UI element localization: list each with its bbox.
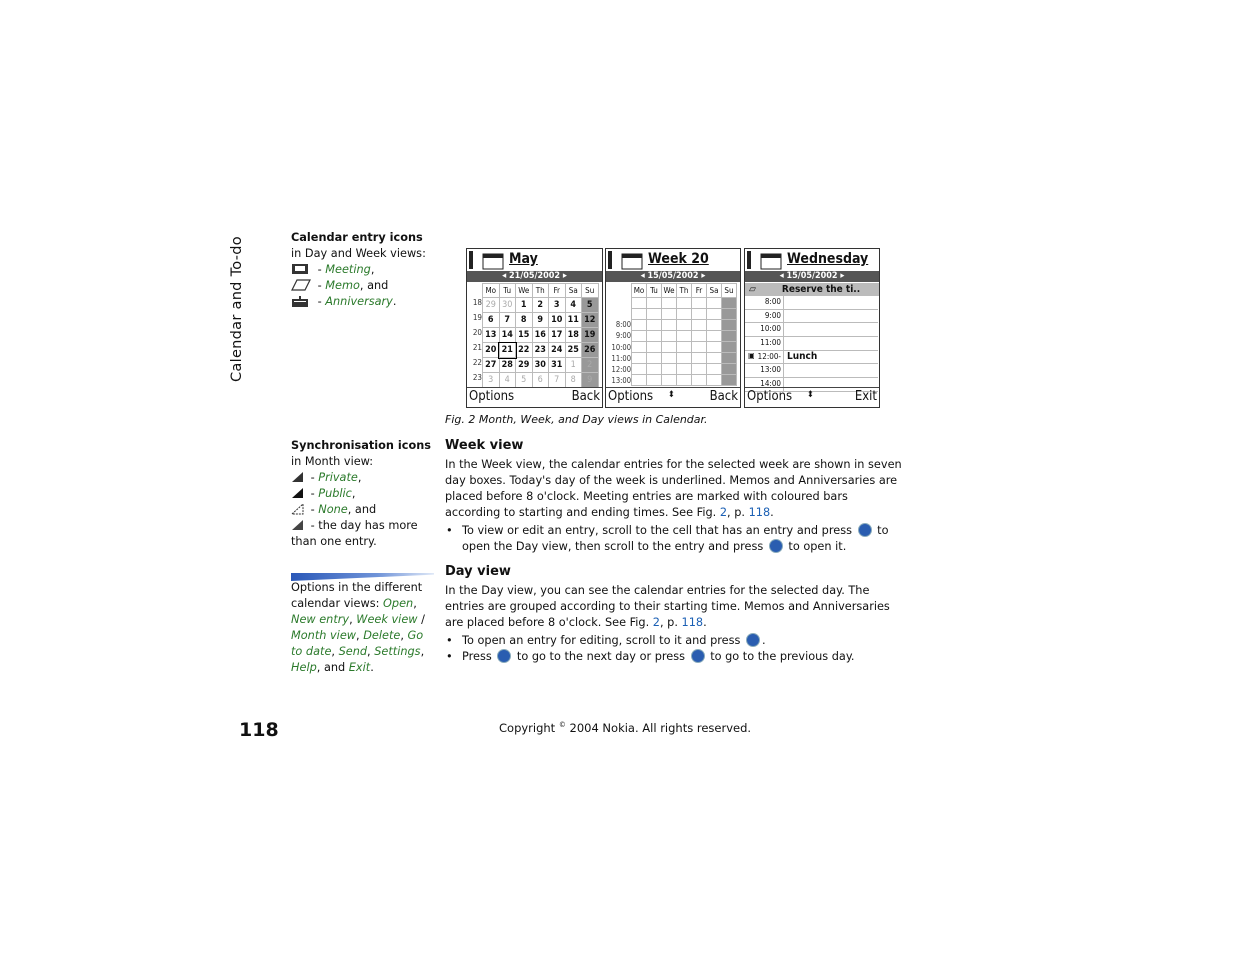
time-label: 9:00 (615, 331, 631, 341)
day-cell[interactable]: 6 (532, 373, 549, 388)
entry-icons-legend (291, 230, 431, 310)
memo-icon (291, 279, 311, 291)
week-cell[interactable] (677, 364, 692, 375)
week-cell[interactable] (677, 342, 692, 353)
week-cell[interactable] (692, 364, 707, 375)
time-label: 11:00 (611, 353, 631, 363)
week-cell[interactable] (707, 353, 722, 364)
week-number: 22 (472, 358, 482, 367)
day-cell[interactable]: 28 (499, 358, 516, 373)
day-cell[interactable]: 26 (582, 343, 599, 358)
back-softkey[interactable]: Back (709, 389, 738, 404)
meeting-label: Meeting (325, 263, 371, 276)
chapter-title: Calendar and To-do (229, 236, 245, 382)
page-link[interactable]: 118 (681, 616, 704, 629)
time-label: 13:00 (611, 376, 631, 386)
day-header: We (662, 284, 677, 298)
day-header: Su (722, 284, 737, 298)
day-cell[interactable]: 18 (565, 328, 582, 343)
copyright: Copyright © 2004 Nokia. All rights reserved. (499, 721, 752, 735)
legend-private: - Private, (291, 470, 431, 486)
private-label: Private (318, 471, 358, 484)
day-header: Tu (499, 284, 516, 298)
week-cell[interactable] (662, 342, 677, 353)
week-cell[interactable] (707, 298, 722, 309)
day-header: Tu (647, 284, 662, 298)
day-cell[interactable]: 25 (565, 343, 582, 358)
week-view-paragraph: In the Week view, the calendar entries for the selected week are shown in seven day boxes. Today's day of the week is underlined. Memos and Anniversaries are placed before 8 o'clock. Meeting entries are marked with coloured bars according to starting and ending times. See Fig. 2, p. 118. (445, 458, 902, 519)
day-header: Sa (707, 284, 722, 298)
day-softkeys (745, 387, 879, 407)
week-cell[interactable] (662, 331, 677, 342)
week-cell[interactable] (662, 375, 677, 386)
none-label: None (318, 503, 348, 516)
week-cell[interactable] (677, 331, 692, 342)
meeting-icon: ▣ (748, 350, 755, 360)
week-numbers (468, 295, 482, 385)
time-slot[interactable] (745, 323, 878, 337)
week-number: 19 (472, 313, 482, 322)
day-cell[interactable]: 9 (582, 373, 599, 388)
day-cell[interactable]: 19 (582, 328, 599, 343)
day-cell[interactable]: 17 (549, 328, 566, 343)
month-title: May (509, 251, 538, 267)
week-cell[interactable] (632, 298, 647, 309)
time-label: 8:00 (615, 320, 631, 329)
week-cell[interactable] (632, 320, 647, 331)
week-cell[interactable] (662, 364, 677, 375)
day-cell[interactable]: 7 (499, 313, 516, 328)
week-cell[interactable] (692, 309, 707, 320)
scroll-arrows-icon: ⬍ (807, 390, 814, 400)
week-cell[interactable] (632, 331, 647, 342)
week-cell[interactable] (707, 364, 722, 375)
month-date-bar: ◂ 21/05/2002 ▸ (467, 271, 602, 282)
week-cell[interactable] (677, 320, 692, 331)
week-cell[interactable] (692, 342, 707, 353)
time-label: 13:00 (760, 365, 781, 375)
day-cell[interactable]: 10 (549, 313, 566, 328)
private-sync-icon (291, 471, 304, 483)
none-sync-icon (291, 503, 304, 515)
week-cell[interactable] (662, 320, 677, 331)
week-cell[interactable] (632, 309, 647, 320)
week-cell[interactable] (647, 309, 662, 320)
week-cell[interactable] (707, 320, 722, 331)
week-cell[interactable] (662, 309, 677, 320)
day-cell[interactable]: 1 (565, 358, 582, 373)
week-cell[interactable] (722, 364, 737, 375)
options-softkey[interactable]: Options (747, 389, 793, 404)
week-cell[interactable] (677, 309, 692, 320)
legend-public: - Public, (291, 486, 431, 502)
exit-softkey[interactable]: Exit (854, 389, 877, 404)
day-time-slots (745, 296, 878, 392)
joystick-press-icon (858, 523, 872, 537)
lunch-entry[interactable]: Lunch (787, 350, 818, 362)
day-cell[interactable]: 1 (516, 298, 533, 313)
time-label: 8:00 (764, 297, 781, 306)
week-cell[interactable] (647, 353, 662, 364)
day-cell[interactable]: 6 (483, 313, 500, 328)
day-cell[interactable]: 5 (516, 373, 533, 388)
fig-link[interactable]: 2 (719, 506, 728, 519)
week-cell[interactable] (662, 298, 677, 309)
day-date-bar: ◂ 15/05/2002 ▸ (745, 271, 879, 282)
time-label: 12:00 (611, 365, 631, 375)
week-cell[interactable] (707, 309, 722, 320)
day-cell[interactable]: 2 (532, 298, 549, 313)
day-view-heading: Day view (445, 564, 511, 579)
day-cell[interactable]: 30 (532, 358, 549, 373)
week-cell[interactable] (662, 353, 677, 364)
day-cell[interactable]: 4 (499, 373, 516, 388)
week-title: Week 20 (648, 251, 709, 267)
day-header: Fr (692, 284, 707, 298)
day-cell[interactable]: 3 (483, 373, 500, 388)
day-header: Sa (565, 284, 582, 298)
calendar-app-icon (608, 251, 648, 271)
day-cell[interactable]: 9 (532, 313, 549, 328)
week-view-screen (605, 248, 741, 408)
week-cell[interactable] (722, 342, 737, 353)
week-cell[interactable] (632, 364, 647, 375)
day-cell[interactable]: 29 (516, 358, 533, 373)
week-cell[interactable] (677, 375, 692, 386)
week-date-bar: ◂ 15/05/2002 ▸ (606, 271, 740, 282)
day-header: Th (677, 284, 692, 298)
time-label: 14:00 (760, 379, 781, 389)
day-header: Mo (483, 284, 500, 298)
week-number: 20 (472, 328, 482, 337)
day-cell[interactable]: 21 (499, 343, 516, 358)
anniversary-label: Anniversary (325, 295, 393, 308)
month-grid (482, 283, 599, 388)
day-cell[interactable]: 22 (516, 343, 533, 358)
day-header: Mo (632, 284, 647, 298)
calendar-app-icon (469, 251, 509, 271)
week-cell[interactable] (692, 320, 707, 331)
day-cell[interactable]: 12 (582, 313, 599, 328)
time-label: 10:00 (611, 342, 631, 352)
anniversary-icon (291, 295, 311, 307)
day-cell[interactable]: 14 (499, 328, 516, 343)
page-number: 118 (239, 719, 279, 741)
scroll-arrows-icon: ⬍ (668, 390, 675, 400)
time-slot[interactable] (745, 337, 878, 351)
week-cell[interactable] (692, 298, 707, 309)
day-cell[interactable]: 2 (582, 358, 599, 373)
week-cell[interactable] (692, 375, 707, 386)
week-cell[interactable] (632, 342, 647, 353)
entry-icons-heading: Calendar entry icons (291, 231, 423, 244)
day-view-bullet-open: • To open an entry for editing, scroll to it and press . (445, 633, 905, 649)
day-header: Su (582, 284, 599, 298)
week-number: 21 (472, 343, 482, 352)
month-view-screen (466, 248, 603, 408)
public-sync-icon (291, 487, 304, 499)
time-label: 10:00 (760, 324, 781, 334)
sync-icons-legend (291, 438, 431, 550)
public-label: Public (318, 487, 352, 500)
options-softkey[interactable]: Options (469, 389, 515, 404)
meeting-icon (291, 263, 311, 275)
day-cell[interactable]: 16 (532, 328, 549, 343)
time-slot[interactable] (745, 364, 878, 378)
week-view-section (445, 438, 905, 555)
sync-icons-heading: Synchronisation icons (291, 439, 431, 452)
day-cell[interactable]: 15 (516, 328, 533, 343)
week-cell[interactable] (647, 364, 662, 375)
day-view-screen (744, 248, 880, 408)
sync-icons-heading-tail: in Month view: (291, 455, 374, 468)
day-cell[interactable]: 23 (532, 343, 549, 358)
legend-meeting: - Meeting, (291, 262, 431, 278)
week-cell[interactable] (632, 375, 647, 386)
joystick-right-icon (497, 649, 511, 663)
time-label: 11:00 (760, 338, 781, 348)
week-cell[interactable] (722, 309, 737, 320)
week-cell[interactable] (707, 342, 722, 353)
figure-caption: Fig. 2 Month, Week, and Day views in Calendar. (445, 413, 708, 426)
time-slot[interactable] (745, 310, 878, 324)
calendar-app-icon (747, 251, 787, 271)
week-cell[interactable] (647, 331, 662, 342)
day-cell[interactable]: 24 (549, 343, 566, 358)
options-softkey[interactable]: Options (608, 389, 654, 404)
day-cell[interactable]: 4 (565, 298, 582, 313)
day-cell[interactable]: 27 (483, 358, 500, 373)
day-cell[interactable]: 8 (516, 313, 533, 328)
week-cell[interactable] (692, 353, 707, 364)
day-cell[interactable]: 5 (582, 298, 599, 313)
joystick-press-icon (769, 539, 783, 553)
week-cell[interactable] (692, 331, 707, 342)
back-softkey[interactable]: Back (571, 389, 600, 404)
day-header: We (516, 284, 533, 298)
joystick-press-icon (746, 633, 760, 647)
week-cell[interactable] (647, 320, 662, 331)
page-link[interactable]: 118 (748, 506, 771, 519)
day-cell[interactable]: 31 (549, 358, 566, 373)
week-cell[interactable] (707, 331, 722, 342)
legend-anniversary: - Anniversary. (291, 294, 431, 310)
day-view-bullet-nav: • Press to go to the next day or press to go to the previous day. (445, 649, 905, 665)
legend-none: - None, and (291, 502, 431, 518)
fig-link[interactable]: 2 (652, 616, 660, 629)
options-note: Options in the different calendar views: Open, New entry, Week view / Month view, Delete, Go to date, Send, Settings, Help, and Exit. (291, 581, 425, 674)
week-cell[interactable] (722, 375, 737, 386)
multiple-entry-icon (291, 519, 304, 531)
day-cell[interactable]: 11 (565, 313, 582, 328)
time-slot[interactable] (745, 296, 878, 310)
day-view-paragraph: In the Day view, you can see the calendar entries for the selected day. The entries are grouped according to their starting time. Memos and Anniversaries are placed before 8 o'clock. See Fig. 2, p. 118. (445, 584, 890, 629)
legend-multiple: - the day has more than one entry. (291, 519, 418, 548)
week-cell[interactable] (707, 375, 722, 386)
week-cell[interactable] (632, 353, 647, 364)
week-cell[interactable] (722, 331, 737, 342)
week-cell[interactable] (722, 298, 737, 309)
memo-label: Memo (325, 279, 360, 292)
week-view-bullet: • To view or edit an entry, scroll to the cell that has an entry and press to open the Day view, then scroll to the entry and press to open it. (445, 523, 905, 555)
joystick-left-icon (691, 649, 705, 663)
day-header: Fr (549, 284, 566, 298)
day-cell[interactable]: 7 (549, 373, 566, 388)
week-cell[interactable] (722, 353, 737, 364)
day-cell[interactable]: 3 (549, 298, 566, 313)
day-cell[interactable]: 13 (483, 328, 500, 343)
week-number: 23 (472, 373, 482, 382)
week-cell[interactable] (722, 320, 737, 331)
week-number: 18 (472, 298, 482, 307)
time-label: 12:00- (757, 351, 781, 361)
day-cell[interactable]: 8 (565, 373, 582, 388)
time-label: 9:00 (764, 310, 781, 320)
month-softkeys (467, 387, 602, 407)
week-times (607, 319, 631, 387)
memo-row[interactable]: ▱ Reserve the ti.. (745, 283, 879, 296)
week-cell[interactable] (647, 298, 662, 309)
entry-icons-heading-tail: in Day and Week views: (291, 247, 426, 260)
week-cell[interactable] (677, 353, 692, 364)
legend-memo: - Memo, and (291, 278, 431, 294)
day-cell[interactable]: 30 (499, 298, 516, 313)
week-cell[interactable] (647, 375, 662, 386)
day-cell[interactable]: 29 (483, 298, 500, 313)
day-cell[interactable]: 20 (483, 343, 500, 358)
week-view-heading: Week view (445, 438, 524, 453)
day-title: Wednesday (787, 251, 869, 267)
day-header: Th (532, 284, 549, 298)
time-slot[interactable] (745, 351, 878, 365)
day-view-section (445, 564, 905, 665)
week-softkeys (606, 387, 740, 407)
week-grid (631, 283, 737, 386)
week-cell[interactable] (677, 298, 692, 309)
week-cell[interactable] (647, 342, 662, 353)
